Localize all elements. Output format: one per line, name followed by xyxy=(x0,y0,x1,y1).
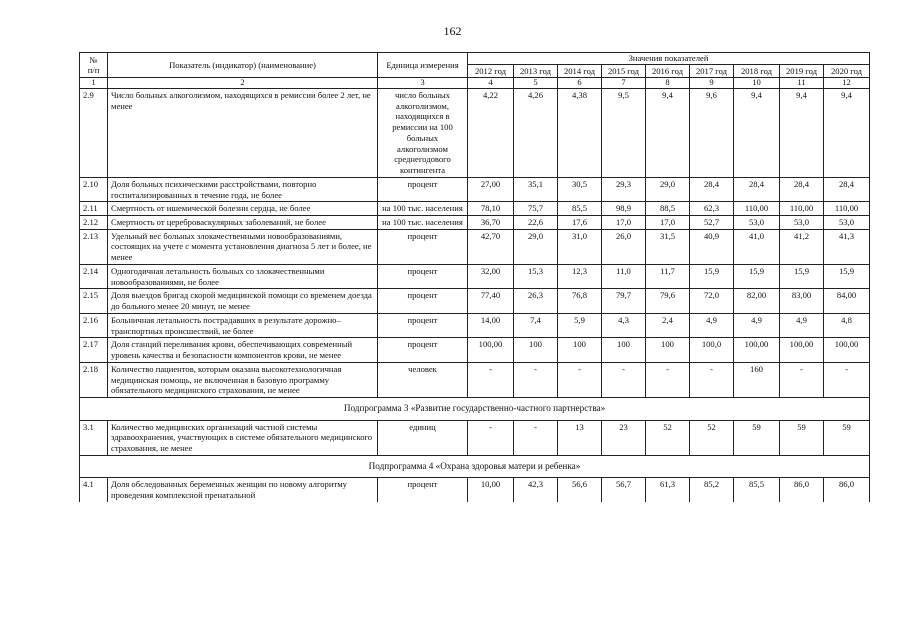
unit-of-measure: процент xyxy=(378,229,468,264)
indicator-value: 85,5 xyxy=(734,478,780,502)
indicator-value: 100 xyxy=(558,338,602,362)
indicator-value: 100,00 xyxy=(824,338,870,362)
indicator-value: 15,9 xyxy=(690,264,734,288)
unit-of-measure: на 100 тыс. населения xyxy=(378,202,468,216)
indicator-value: 110,00 xyxy=(780,202,824,216)
indicator-name: Удельный вес больных злокачественными новообразованиями, состоящих на учете с момента установления диагноза 5 лет и более, не менее xyxy=(108,229,378,264)
indicators-table-container xyxy=(79,52,869,502)
table-row xyxy=(80,177,870,201)
unit-of-measure: на 100 тыс. населения xyxy=(378,216,468,230)
row-number: 2.12 xyxy=(80,216,108,230)
header-year: 2013 год xyxy=(514,64,558,78)
page-number: 162 xyxy=(443,24,462,38)
header-year: 2012 год xyxy=(468,64,514,78)
unit-of-measure: число больных алкоголизмом, находящихся в ремиссии на 100 больных алкоголизмом среднегодового контингента xyxy=(378,88,468,177)
row-number: 2.9 xyxy=(80,88,108,177)
table-header xyxy=(80,53,870,89)
indicator-value: 75,7 xyxy=(514,202,558,216)
indicator-value: 4,26 xyxy=(514,88,558,177)
indicator-value: 12,3 xyxy=(558,264,602,288)
row-number: 2.11 xyxy=(80,202,108,216)
indicator-value: 85,5 xyxy=(558,202,602,216)
indicator-value: 82,00 xyxy=(734,289,780,313)
indicator-value: 27,00 xyxy=(468,177,514,201)
table-row xyxy=(80,202,870,216)
unit-of-measure: процент xyxy=(378,264,468,288)
row-number: 2.13 xyxy=(80,229,108,264)
indicator-value: - xyxy=(780,362,824,397)
indicator-value: 5,9 xyxy=(558,313,602,337)
unit-of-measure: процент xyxy=(378,177,468,201)
indicator-name: Число больных алкоголизмом, находящихся в ремиссии более 2 лет, не менее xyxy=(108,88,378,177)
indicator-value: 15,3 xyxy=(514,264,558,288)
table-row xyxy=(80,229,870,264)
row-number: 2.14 xyxy=(80,264,108,288)
indicator-value: 29,3 xyxy=(602,177,646,201)
indicator-value: 7,4 xyxy=(514,313,558,337)
indicator-value: 100 xyxy=(514,338,558,362)
indicator-value: 9,4 xyxy=(824,88,870,177)
indicator-value: 23 xyxy=(602,420,646,455)
indicator-value: 15,9 xyxy=(734,264,780,288)
row-number: 2.16 xyxy=(80,313,108,337)
table-row xyxy=(80,289,870,313)
column-index: 10 xyxy=(734,78,780,88)
indicator-value: 98,9 xyxy=(602,202,646,216)
indicator-value: - xyxy=(514,362,558,397)
unit-of-measure: процент xyxy=(378,478,468,502)
indicator-value: 26,3 xyxy=(514,289,558,313)
subprogram-title: Подпрограмма 3 «Развитие государственно-частного партнерства» xyxy=(80,398,870,421)
indicator-name: Больничная летальность пострадавших в результате дорожно–транспортных происшествий, не более xyxy=(108,313,378,337)
indicator-value: 53,0 xyxy=(734,216,780,230)
indicator-value: 100,00 xyxy=(734,338,780,362)
indicator-value: 41,3 xyxy=(824,229,870,264)
column-index: 4 xyxy=(468,78,514,88)
indicator-value: 100 xyxy=(646,338,690,362)
indicator-value: 76,8 xyxy=(558,289,602,313)
indicator-name: Смертность от ишемической болезни сердца, не более xyxy=(108,202,378,216)
header-indicator: Показатель (индикатор) (наименование) xyxy=(108,53,378,78)
indicator-name: Смертность от цереброваскулярных заболеваний, не более xyxy=(108,216,378,230)
column-index: 5 xyxy=(514,78,558,88)
indicator-value: 110,00 xyxy=(824,202,870,216)
table-row xyxy=(80,362,870,397)
indicator-value: 56,6 xyxy=(558,478,602,502)
indicator-value: 36,70 xyxy=(468,216,514,230)
indicator-name: Доля больных психическими расстройствами, повторно госпитализированных в течение года, не более xyxy=(108,177,378,201)
indicator-value: 100 xyxy=(602,338,646,362)
subprogram-heading-row xyxy=(80,455,870,478)
subprogram-title: Подпрограмма 4 «Охрана здоровья матери и ребенка» xyxy=(80,455,870,478)
indicator-value: 15,9 xyxy=(824,264,870,288)
column-index: 12 xyxy=(824,78,870,88)
header-year: 2020 год xyxy=(824,64,870,78)
indicator-value: 85,2 xyxy=(690,478,734,502)
indicator-value: 29,0 xyxy=(514,229,558,264)
indicator-value: 4,38 xyxy=(558,88,602,177)
indicator-value: 41,2 xyxy=(780,229,824,264)
indicator-value: 52,7 xyxy=(690,216,734,230)
header-year: 2015 год xyxy=(602,64,646,78)
indicator-value: 83,00 xyxy=(780,289,824,313)
indicator-value: 28,4 xyxy=(780,177,824,201)
indicator-value: 2,4 xyxy=(646,313,690,337)
indicator-value: 61,3 xyxy=(646,478,690,502)
indicator-value: 86,0 xyxy=(824,478,870,502)
header-year: 2016 год xyxy=(646,64,690,78)
row-number: 2.10 xyxy=(80,177,108,201)
header-unit: Единица измерения xyxy=(378,53,468,78)
indicator-name: Доля выездов бригад скорой медицинской помощи со временем доезда до больного менее 20 минут, не менее xyxy=(108,289,378,313)
indicator-value: - xyxy=(468,420,514,455)
indicator-value: 59 xyxy=(780,420,824,455)
subprogram-heading-row xyxy=(80,398,870,421)
table-row xyxy=(80,420,870,455)
indicator-value: - xyxy=(646,362,690,397)
indicator-value: 11,7 xyxy=(646,264,690,288)
indicator-value: 88,5 xyxy=(646,202,690,216)
indicator-value: 28,4 xyxy=(824,177,870,201)
indicator-value: 4,8 xyxy=(824,313,870,337)
indicator-value: 30,5 xyxy=(558,177,602,201)
indicator-value: 31,5 xyxy=(646,229,690,264)
indicator-value: 10,00 xyxy=(468,478,514,502)
indicator-value: 72,0 xyxy=(690,289,734,313)
indicator-value: 9,4 xyxy=(646,88,690,177)
unit-of-measure: человек xyxy=(378,362,468,397)
indicator-value: 14,00 xyxy=(468,313,514,337)
indicator-value: - xyxy=(468,362,514,397)
indicator-value: 4,9 xyxy=(780,313,824,337)
indicator-value: 15,9 xyxy=(780,264,824,288)
indicator-value: 9,5 xyxy=(602,88,646,177)
column-index: 2 xyxy=(108,78,378,88)
column-index: 9 xyxy=(690,78,734,88)
indicator-name: Доля обследованных беременных женщин по новому алгоритму проведения комплексной пренатальной xyxy=(108,478,378,502)
indicator-value: 100,00 xyxy=(468,338,514,362)
indicator-value: 13 xyxy=(558,420,602,455)
indicator-name: Доля станций переливания крови, обеспечивающих современный уровень качества и безопасности компонентов крови, не менее xyxy=(108,338,378,362)
indicator-value: - xyxy=(514,420,558,455)
indicator-value: 4,22 xyxy=(468,88,514,177)
table-row xyxy=(80,313,870,337)
header-num: № п/п xyxy=(80,53,108,78)
indicator-value: 110,00 xyxy=(734,202,780,216)
indicator-value: 79,6 xyxy=(646,289,690,313)
indicator-value: 84,00 xyxy=(824,289,870,313)
table-row xyxy=(80,88,870,177)
indicator-value: 42,3 xyxy=(514,478,558,502)
header-year: 2018 год xyxy=(734,64,780,78)
table-body xyxy=(80,88,870,501)
indicator-value: 86,0 xyxy=(780,478,824,502)
indicator-value: 59 xyxy=(734,420,780,455)
header-index-row xyxy=(80,78,870,88)
indicator-value: 31,0 xyxy=(558,229,602,264)
header-year: 2014 год xyxy=(558,64,602,78)
indicator-value: 4,9 xyxy=(690,313,734,337)
indicator-value: 52 xyxy=(690,420,734,455)
column-index: 1 xyxy=(80,78,108,88)
indicator-value: 53,0 xyxy=(824,216,870,230)
indicator-value: 40,9 xyxy=(690,229,734,264)
unit-of-measure: единиц xyxy=(378,420,468,455)
table-row xyxy=(80,216,870,230)
indicator-value: 26,0 xyxy=(602,229,646,264)
indicator-value: 17,0 xyxy=(602,216,646,230)
indicator-value: 59 xyxy=(824,420,870,455)
indicator-value: - xyxy=(602,362,646,397)
indicator-value: - xyxy=(824,362,870,397)
indicator-value: 4,9 xyxy=(734,313,780,337)
indicator-value: 9,4 xyxy=(734,88,780,177)
row-number: 4.1 xyxy=(80,478,108,502)
indicator-value: 4,3 xyxy=(602,313,646,337)
indicator-value: 9,6 xyxy=(690,88,734,177)
indicator-value: 100,0 xyxy=(690,338,734,362)
column-index: 11 xyxy=(780,78,824,88)
indicator-value: 28,4 xyxy=(734,177,780,201)
table-row xyxy=(80,264,870,288)
indicator-value: 160 xyxy=(734,362,780,397)
indicator-value: 56,7 xyxy=(602,478,646,502)
column-index: 8 xyxy=(646,78,690,88)
indicator-value: 78,10 xyxy=(468,202,514,216)
indicator-name: Количество пациентов, которым оказана высокотехнологичная медицинская помощь, не включенная в базовую программу обязательного медицинского страхования, не менее xyxy=(108,362,378,397)
indicator-name: Количество медицинских организаций частной системы здравоохранения, участвующих в системе обязательного медицинского страхования, не менее xyxy=(108,420,378,455)
indicator-value: 17,6 xyxy=(558,216,602,230)
indicator-value: 62,3 xyxy=(690,202,734,216)
indicator-value: 35,1 xyxy=(514,177,558,201)
row-number: 2.15 xyxy=(80,289,108,313)
indicators-table xyxy=(79,52,870,502)
column-index: 6 xyxy=(558,78,602,88)
indicator-value: 42,70 xyxy=(468,229,514,264)
indicator-name: Одногодичная летальность больных со злокачественными новообразованиями, не более xyxy=(108,264,378,288)
indicator-value: 79,7 xyxy=(602,289,646,313)
column-index: 3 xyxy=(378,78,468,88)
table-row xyxy=(80,478,870,502)
indicator-value: 29,0 xyxy=(646,177,690,201)
header-year: 2019 год xyxy=(780,64,824,78)
indicator-value: 100,00 xyxy=(780,338,824,362)
indicator-value: 77,40 xyxy=(468,289,514,313)
row-number: 3.1 xyxy=(80,420,108,455)
column-index: 7 xyxy=(602,78,646,88)
row-number: 2.18 xyxy=(80,362,108,397)
indicator-value: 32,00 xyxy=(468,264,514,288)
indicator-value: 11,0 xyxy=(602,264,646,288)
table-row xyxy=(80,338,870,362)
row-number: 2.17 xyxy=(80,338,108,362)
unit-of-measure: процент xyxy=(378,289,468,313)
indicator-value: - xyxy=(690,362,734,397)
unit-of-measure: процент xyxy=(378,313,468,337)
header-values: Значения показателей xyxy=(468,53,870,65)
indicator-value: 17,0 xyxy=(646,216,690,230)
indicator-value: 28,4 xyxy=(690,177,734,201)
header-year: 2017 год xyxy=(690,64,734,78)
indicator-value: 22,6 xyxy=(514,216,558,230)
indicator-value: 9,4 xyxy=(780,88,824,177)
indicator-value: - xyxy=(558,362,602,397)
indicator-value: 52 xyxy=(646,420,690,455)
unit-of-measure: процент xyxy=(378,338,468,362)
indicator-value: 53,0 xyxy=(780,216,824,230)
indicator-value: 41,0 xyxy=(734,229,780,264)
